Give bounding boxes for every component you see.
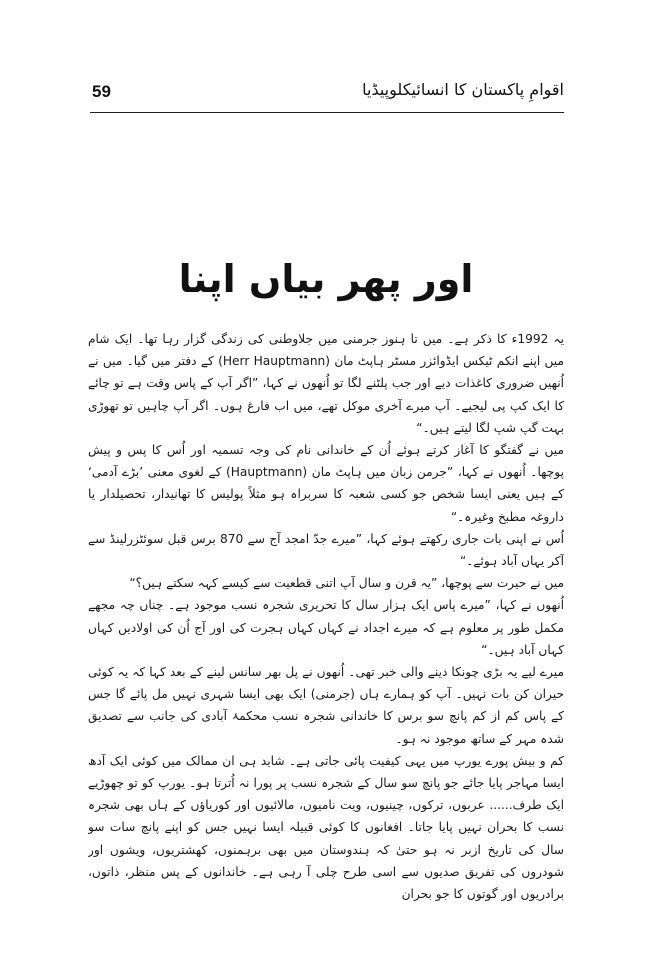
paragraph: اُس نے اپنی بات جاری رکھتے ہوئے کہا، ”میرے جدّ امجد آج سے 870 برس قبل سوئٹزرلینڈ سے آکر یہاں آباد ہوئے۔“: [88, 531, 564, 569]
page-number: 59: [92, 82, 111, 101]
paragraph: میرے لیے یہ بڑی چونکا دینے والی خبر تھی۔ اُنھوں نے پل بھر سانس لینے کے بعد کہا کہ یہ کوئی حیران کن بات نہیں۔ آپ کو ہمارے ہاں (جرمنی) ایک بھی ایسا شہری نہیں مل پائے گا جس کے پاس کم از کم پانچ سو برس کا خاندانی شجرہ نسب محکمۂ آبادی کی جانب سے تصدیق شدہ مہر کے ساتھ موجود نہ ہو۔: [88, 665, 564, 746]
body-text: [88, 328, 564, 940]
paragraph: یہ 1992ء کا ذکر ہے۔ میں تا ہنوز جرمنی میں جلاوطنی کی زندگی گزار رہا تھا۔ ایک شام میں اپنے انکم ٹیکس ایڈوائزر مسٹر ہاپٹ مان (Herr Hauptmann) کے دفتر میں گیا۔ میں نے اُنھیں ضروری کاغذات دیے اور جب پلٹنے لگا تو اُنھوں نے کہا، ”اگر آپ کے پاس وقت ہے تو چائے کا ایک کپ پی لیجیے۔ آپ میرے آخری موکل تھے، میں اب فارغ ہوں۔ اگر آپ چاہیں تو تھوڑی بہت گپ شپ لگا لیتے ہیں۔“: [88, 332, 564, 435]
chapter-title: اور پھر بیاں اپنا: [178, 257, 474, 302]
running-title: اقوامِ پاکستان کا انسائیکلوپیڈیا: [362, 80, 564, 99]
running-header: [90, 76, 564, 113]
paragraph: کم و بیش پورے یورپ میں یہی کیفیت پائی جاتی ہے۔ شاید ہی ان ممالک میں کوئی ایک آدھ ایسا مہاجر پایا جائے جو پانچ سو سال کے شجرہ نسب پر پورا نہ اُترتا ہو۔ یورپ کو تو چھوڑیے ایک طرف...... عربوں، ترکوں، چینیوں، ویت نامیوں، مالائیوں اور کوریاؤں کے ہاں بھی شجرہ نسب کا بحران نہیں پایا جاتا۔ افغانوں کا کوئی قبیلہ ایسا نہیں جس کو اپنے پانچ سات سو سال کی تاریخ ازبر نہ ہو حتیٰ کہ ہندوستان میں بھی برہمنوں، کھشتریوں، ویشوں اور شودروں کی تفریق صدیوں سے اسی طرح چلی آ رہی ہے۔ خاندانوں کے پس منظر، ذاتوں، برادریوں اور گوتوں کا جو بحران: [88, 753, 564, 902]
paragraph: میں نے حیرت سے پوچھا، ”یہ قرن و سال آپ اتنی قطعیت سے کیسے کہہ سکتے ہیں؟“: [129, 576, 564, 591]
paragraph: میں نے گفتگو کا آغاز کرتے ہوئے اُن کے خاندانی نام کی وجہ تسمیہ اور اُس کا پس و پیش پوچھا۔ اُنھوں نے کہا، ”جرمن زبان میں ہاپٹ مان (Hauptmann) کے لغوی معنی ’بڑے آدمی‘ کے ہیں یعنی ایسا شخص جو کسی شعبہ کا سربراہ ہو مثلاً پولیس کا تھانیدار، تحصیلدار یا داروغہ مطبخ وغیرہ۔“: [88, 443, 564, 524]
paragraph: اُنھوں نے کہا، ”میرے پاس ایک ہزار سال کا تحریری شجرہ نسب موجود ہے۔ چناں چہ مجھے مکمل طور پر معلوم ہے کہ میرے اجداد نے کہاں کہاں ہجرت کی اور آج اُن کی اولادیں کہاں کہاں آباد ہیں۔“: [88, 598, 564, 657]
